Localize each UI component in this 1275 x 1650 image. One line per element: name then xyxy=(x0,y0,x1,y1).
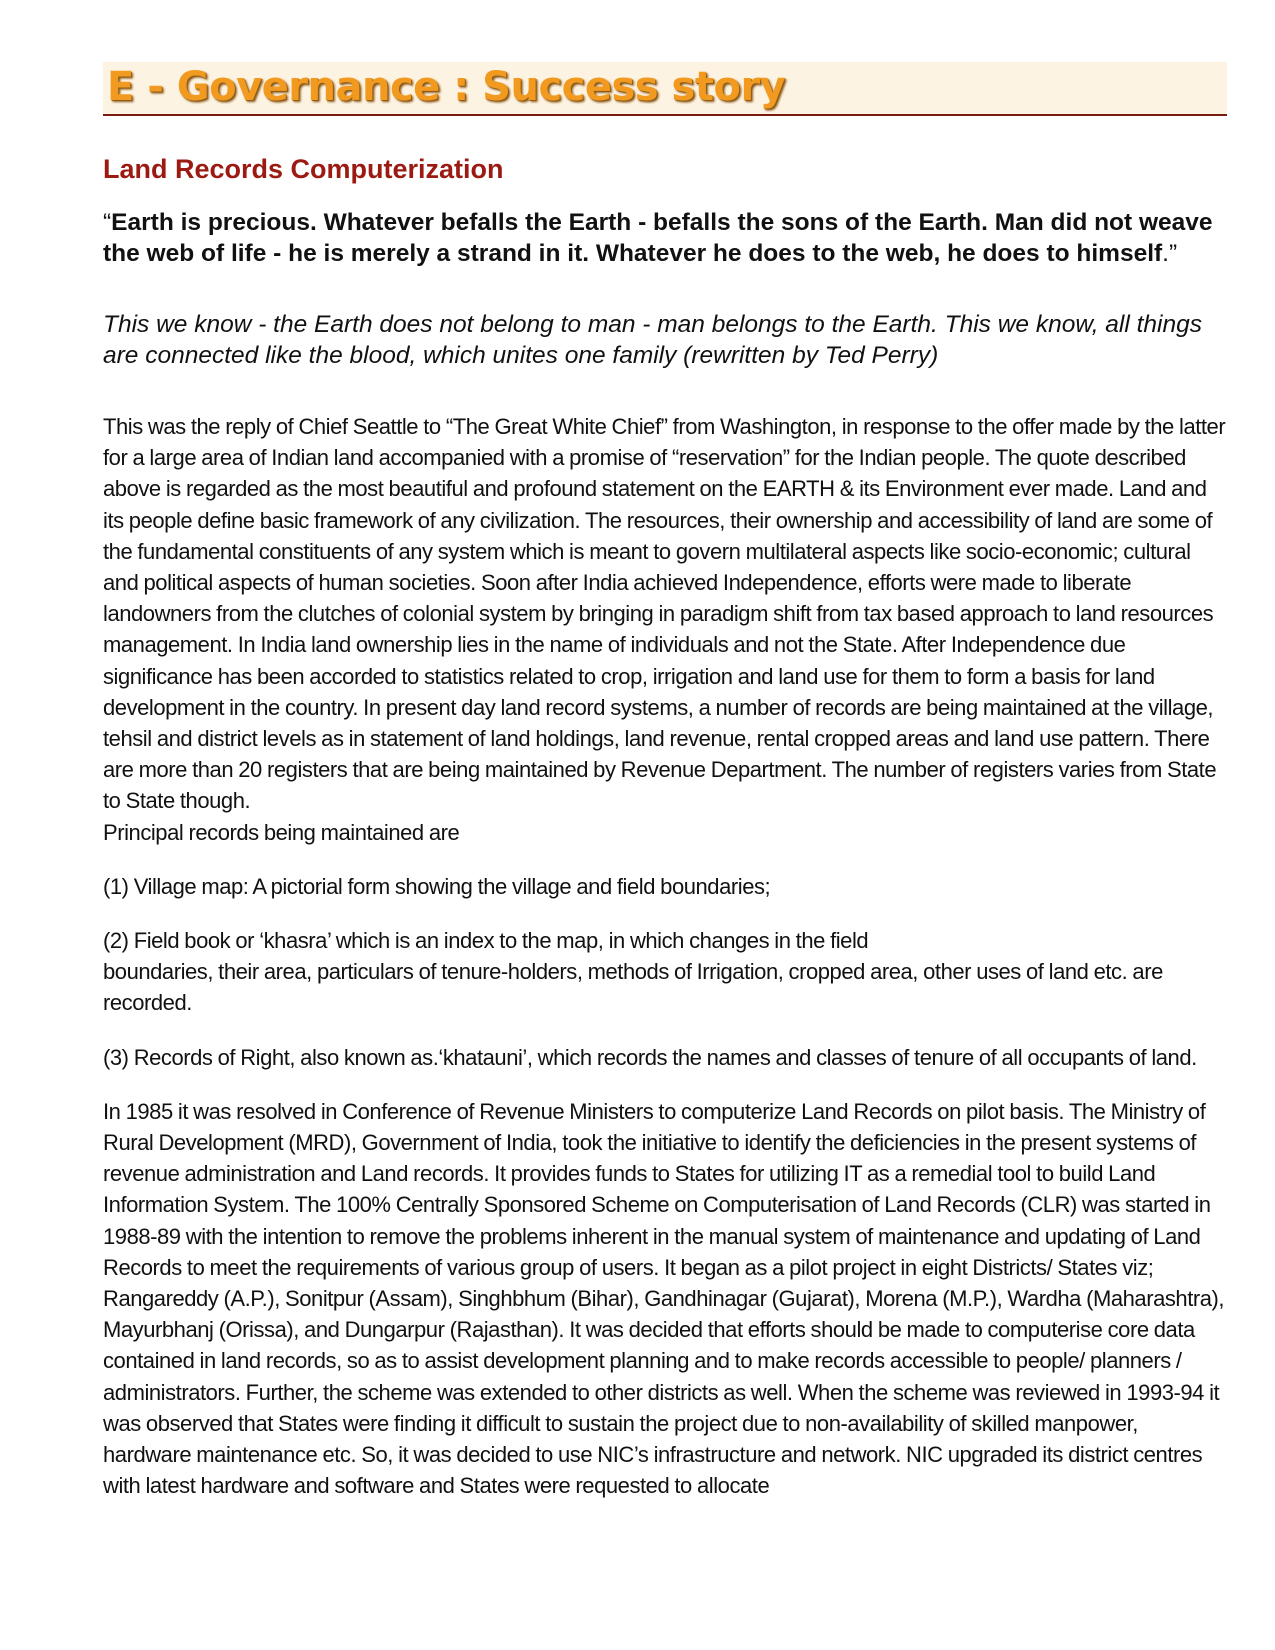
banner-title: E - Governance : Success story xyxy=(107,64,786,110)
final-paragraph: In 1985 it was resolved in Conference of Revenue Ministers to computerize Land Records on pilot basis. The Ministry of Rural Development (MRD), Government of India, took the initiative to identify the deficiencies in the present systems of revenue administration and Land records. It provides funds to States for utilizing IT as a remedial tool to build Land Information System. The 100% Centrally Sponsored Scheme on Computerisation of Land Records (CLR) was started in 1988-89 with the intention to remove the problems inherent in the manual system of maintenance and updating of Land Records to meet the requirements of various group of users. It began as a pilot project in eight Districts/ States viz; Rangareddy (A.P.), Sonitpur (Assam), Singhbhum (Bihar), Gandhinagar (Gujarat), Morena (M.P.), Wardha (Maharashtra), Mayurbhanj (Orissa), and Dungarpur (Rajasthan). It was decided that efforts should be made to computerise core data contained in land records, so as to assist development planning and to make records accessible to people/ planners / administrators. Further, the scheme was extended to other districts as well. When the scheme was reviewed in 1993-94 it was observed that States were finding it difficult to sustain the project due to non-availability of skilled manpower, hardware maintenance etc. So, it was decided to use NIC’s infrastructure and network. NIC upgraded its district centres with latest hardware and software and States were requested to allocate xyxy=(103,1098,1225,1499)
quote-close-mark: .” xyxy=(1162,240,1178,267)
list-item-village-map: (1) Village map: A pictorial form showing the village and field boundaries; xyxy=(103,873,771,899)
field-book-line-1: (2) Field book or ‘khasra’ which is an index to the map, in which changes in the field xyxy=(103,928,869,954)
list-item-records-of-right: (3) Records of Right, also known as.‘khatauni’, which records the names and classes of tenure of all occupants of land. xyxy=(103,1044,1197,1070)
quote-open-mark: “ xyxy=(103,209,112,236)
italic-quote: This we know - the Earth does not belong to man - man belongs to the Earth. This we know, all things are connected like the blood, which unites one family (rewritten by Ted Perry) xyxy=(103,311,1203,369)
quote-bold-text: Earth is precious. Whatever befalls the Earth - befalls the sons of the Earth. Man did not weave the web of life - he is merely a strand in it. Whatever he does to the web, he does to himself xyxy=(103,209,1213,267)
title-banner xyxy=(103,62,1227,116)
section-heading: Land Records Computerization xyxy=(103,154,504,184)
bold-quote xyxy=(103,207,1227,269)
principal-records-line: Principal records being maintained are xyxy=(103,819,460,845)
list-item-field-book xyxy=(103,925,1227,1019)
field-book-line-2: boundaries, their area, particulars of tenure-holders, methods of Irrigation, cropped area, other uses of land etc. are recorded. xyxy=(103,959,1163,1016)
intro-paragraph: This was the reply of Chief Seattle to “The Great White Chief” from Washington, in response to the offer made by the latter for a large area of Indian land accompanied with a promise of “reservation” for the Indian people. The quote described above is regarded as the most beautiful and profound statement on the EARTH & its Environment ever made. Land and its people define basic framework of any civilization. The resources, their ownership and accessibility of land are some of the fundamental constituents of any system which is meant to govern multilateral aspects like socio-economic; cultural and political aspects of human societies. Soon after India achieved Independence, efforts were made to liberate landowners from the clutches of colonial system by bringing in paradigm shift from tax based approach to land resources management. In India land ownership lies in the name of individuals and not the State. After Independence due significance has been accorded to statistics related to crop, irrigation and land use for them to form a basis for land development in the country. In present day land record systems, a number of records are being maintained at the village, tehsil and district levels as in statement of land holdings, land revenue, rental cropped areas and land use pattern. There are more than 20 registers that are being maintained by Revenue Department. The number of registers varies from State to State though. xyxy=(103,414,1226,814)
document-page xyxy=(103,62,1227,1502)
